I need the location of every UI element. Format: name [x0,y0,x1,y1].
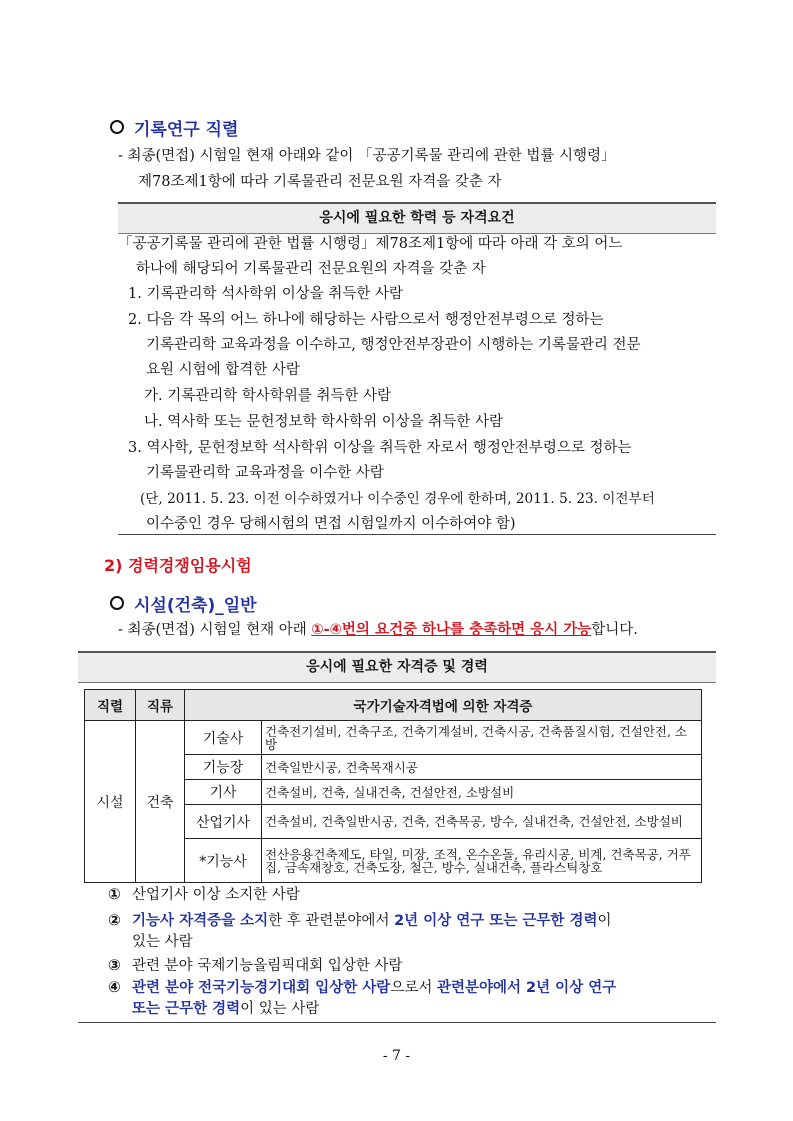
facilities-desc: - 최종(면접) 시험일 현재 아래 ①-④번의 요건중 하나를 충족하면 응시 가능합니다. [118,622,638,638]
eligibility-highlight: ①-④번의 요건중 하나를 충족하면 응시 가능 [311,622,592,638]
certs-cell: 건축전기설비, 건축구조, 건축기계설비, 건축시공, 건축품질시험, 건설안전, 소방 [262,721,702,755]
level-cell: 산업기사 [185,805,262,839]
level-cell: 기사 [185,780,262,805]
facilities-box-header: 응시에 필요한 자격증 및 경력 [78,651,716,683]
req-line: (단, 2011. 5. 23. 이전 이수하였거나 이수중인 경우에 한하며, 2011. 5. 23. 이전부터 [140,491,655,507]
table-row [85,721,702,755]
section-title-facilities: 시설(건축)_일반 [110,591,257,616]
condition-item-4: ④ 관련 분야 전국기능경기대회 입상한 사람으로서 관련분야에서 2년 이상 연구 [108,978,617,996]
req-line: 기록관리학 교육과정을 이수하고, 행정안전부장관이 시행하는 기록물관리 전문 [146,337,641,353]
req-line: 2. 다음 각 목의 어느 하나에 해당하는 사람으로서 행정안전부령으로 정하는 [128,312,604,328]
facilities-box-bottom-rule [78,1022,716,1023]
certificate-table [84,689,702,883]
req-line: 하나에 해당되어 기록물관리 전문요원의 자격을 갖춘 자 [136,261,486,277]
jikryeol-cell: 시설 [85,721,136,883]
certs-cell: 건축설비, 건축일반시공, 건축, 건축목공, 방수, 실내건축, 건설안전, 소방설비 [262,805,702,839]
table-header-row [85,690,702,721]
certs-cell: 건축일반시공, 건축목재시공 [262,755,702,780]
col-header-jikryu: 직류 [136,690,185,721]
req-line: 3. 역사학, 문헌정보학 석사학위 이상을 취득한 자로서 행정안전부령으로 정하는 [128,440,632,456]
level-cell: 기능장 [185,755,262,780]
req-line: 기록물관리학 교육과정을 이수한 사람 [146,465,384,481]
condition-item-2: ② 기능사 자격증을 소지한 후 관련분야에서 2년 이상 연구 또는 근무한 경력이 [108,911,612,929]
certs-cell: 전산응용건축제도, 타일, 미장, 조적, 온수온돌, 유리시공, 비계, 건축목공, 거푸집, 금속재창호, 건축도장, 철근, 방수, 실내건축, 플라스틱창호 [262,839,702,883]
records-box-bottom-rule [118,534,716,535]
records-desc-line2: 제78조제1항에 따라 기록물관리 전문요원 자격을 갖춘 자 [138,174,502,190]
req-line: 가. 기록관리학 학사학위를 취득한 사람 [144,388,392,404]
req-line: 요원 시험에 합격한 사람 [146,362,300,378]
page-number: - 7 - [382,1048,411,1064]
condition-item-2-line2: 있는 사람 [132,934,193,950]
records-desc-line1: - 최종(면접) 시험일 현재 아래와 같이 「공공기록물 관리에 관한 법률 시행령」 [118,148,616,164]
level-cell: 기술사 [185,721,262,755]
req-line: 이수중인 경우 당해시험의 면접 시험일까지 이수하여야 함) [146,516,516,532]
circle-bullet-icon [110,596,124,610]
circle-bullet-icon [110,120,124,134]
condition-item-3: ③ 관련 분야 국제기능올림픽대회 입상한 사람 [108,956,403,974]
records-box-header: 응시에 필요한 학력 등 자격요건 [118,202,716,234]
req-line: 나. 역사학 또는 문헌정보학 학사학위 이상을 취득한 사람 [144,414,504,430]
condition-item-4-line2: 또는 근무한 경력이 있는 사람 [132,1001,320,1017]
level-cell: *기능사 [185,839,262,883]
jikryu-cell: 건축 [136,721,185,883]
req-line: 1. 기록관리학 석사학위 이상을 취득한 사람 [128,286,403,302]
col-header-certificate: 국가기술자격법에 의한 자격증 [185,690,702,721]
req-line: 「공공기록물 관리에 관한 법률 시행령」제78조제1항에 따라 아래 각 호의 어느 [118,236,623,252]
certs-cell: 건축설비, 건축, 실내건축, 건설안전, 소방설비 [262,780,702,805]
section-heading-career: 2) 경력경쟁임용시험 [104,556,252,575]
col-header-jikryeol: 직렬 [85,690,136,721]
section-title-records: 기록연구 직렬 [110,115,238,140]
condition-item-1: ① 산업기사 이상 소지한 사람 [108,885,300,903]
